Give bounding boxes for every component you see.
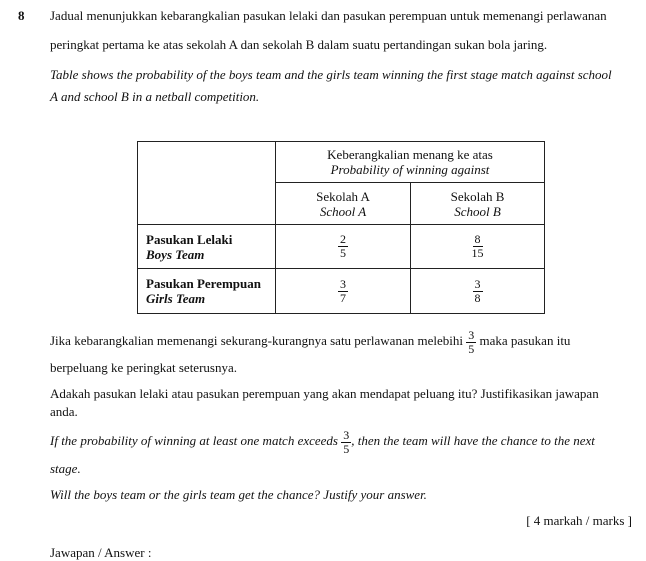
condition-en <box>50 427 595 456</box>
col-ms: Sekolah A <box>316 188 370 204</box>
numerator: 3 <box>340 276 346 291</box>
table-row-girls <box>138 269 545 314</box>
condition-ms <box>50 327 570 356</box>
numerator: 3 <box>474 276 481 291</box>
col-en: School A <box>319 203 367 219</box>
intro-en-line1: Table shows the probability of the boys team and the girls team winning the first stage match against school <box>50 67 612 82</box>
numerator: 3 <box>343 427 350 442</box>
row-en: Boys Team <box>146 246 205 262</box>
value-cell <box>411 269 545 314</box>
row-label <box>138 269 276 314</box>
empty-corner-cell <box>138 142 276 225</box>
row-en: Girls Team <box>146 291 206 306</box>
header-cell <box>276 142 545 183</box>
value-cell <box>276 225 411 269</box>
ask-en: Will the boys team or the girls team get the chance? Justify your answer. <box>50 487 427 502</box>
text: If the probability of winning at least one match exceeds <box>50 433 338 448</box>
condition-ms-line2: berpeluang ke peringkat seterusnya. <box>50 360 237 375</box>
intro-ms-line1: Jadual menunjukkan kebarangkalian pasukan lelaki dan pasukan perempuan untuk memenangi perlawanan <box>50 8 607 23</box>
row-ms: Pasukan Perempuan <box>146 276 261 291</box>
denominator: 5 <box>340 246 346 260</box>
probability-table <box>137 141 545 314</box>
row-label <box>138 225 276 269</box>
denominator: 7 <box>340 290 346 305</box>
denominator: 8 <box>474 290 481 305</box>
col-en: School B <box>454 203 501 219</box>
col-school-b <box>411 183 545 225</box>
col-school-a <box>276 183 411 225</box>
text: Jika kebarangkalian memenangi sekurang-kurangnya satu perlawanan melebihi <box>50 333 463 348</box>
ask-ms-line1: Adakah pasukan lelaki atau pasukan perempuan yang akan mendapat peluang itu? Justifikasikan jawapan <box>50 386 599 401</box>
value-cell <box>276 269 411 314</box>
header-ms: Keberangkalian menang ke atas <box>327 147 493 162</box>
text: , then the team will have the chance to the next <box>351 433 595 448</box>
numerator: 8 <box>474 232 481 246</box>
numerator: 3 <box>468 327 475 342</box>
value-cell <box>411 225 545 269</box>
col-ms: Sekolah B <box>450 188 505 204</box>
table-row-boys <box>138 225 545 269</box>
numerator: 2 <box>340 232 346 246</box>
text: maka pasukan itu <box>479 333 571 348</box>
denominator: 15 <box>471 246 484 260</box>
condition-en-line2: stage. <box>50 461 81 476</box>
intro-ms-line2: peringkat pertama ke atas sekolah A dan sekolah B dalam suatu pertandingan sukan bola jaring. <box>50 37 548 52</box>
denominator: 5 <box>468 341 475 356</box>
row-ms: Pasukan Lelaki <box>146 231 233 247</box>
ask-ms-line2: anda. <box>50 404 78 419</box>
answer-label: Jawapan / Answer : <box>50 545 152 560</box>
header-en: Probability of winning against <box>330 162 490 177</box>
intro-en-line2: A and school B in a netball competition. <box>50 89 260 104</box>
denominator: 5 <box>343 441 350 456</box>
question-number: 8 <box>18 8 25 23</box>
marks-label: [ 4 markah / marks ] <box>526 513 632 528</box>
